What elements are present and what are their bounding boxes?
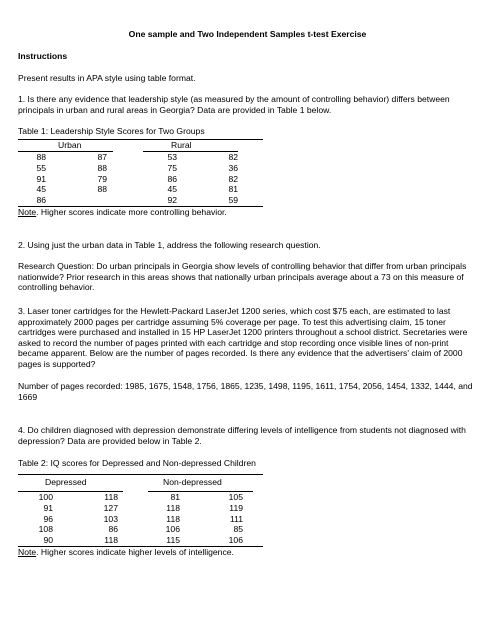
table-cell: 45: [167, 184, 177, 195]
table-cell: 118: [104, 492, 118, 502]
table-cell: 88: [36, 152, 46, 162]
table-cell: 119: [229, 502, 243, 513]
table-cell: 88: [97, 162, 107, 173]
table2-caption: Table 2: IQ scores for Depressed and Non-depressed Children: [18, 458, 256, 468]
table-cell: 127: [103, 502, 118, 513]
table-cell: 118: [166, 513, 180, 524]
table-cell: 59: [228, 195, 238, 206]
question-2-research-question: Research Question: Do urban principals in Georgia show levels of controlling behavior that differ from urban principals nationwide? Prior research in this areas shows that nationally urban principals average about a 73 on this measure of controlling behavior.: [18, 261, 467, 293]
table2-group1-header: Depressed: [45, 477, 87, 487]
table-cell: 45: [36, 184, 46, 195]
table1-note-label: Note: [18, 207, 37, 217]
table-cell: 92: [167, 195, 177, 206]
table2-note: [18, 547, 480, 558]
instructions-heading: Instructions: [18, 51, 68, 61]
table-cell: 91: [36, 173, 46, 184]
table-cell: 86: [36, 195, 46, 206]
table-cell: 88: [97, 184, 107, 195]
table-cell: 79: [97, 173, 107, 184]
table-cell: 82: [228, 152, 238, 162]
table2-group2-header: Non-depressed: [163, 477, 222, 487]
table-cell: 106: [228, 535, 243, 546]
table-cell: 36: [228, 162, 238, 173]
table-cell: 118: [104, 535, 118, 546]
table2-note-text: . Higher scores indicate higher levels of intelligence.: [36, 547, 234, 557]
table-cell: 86: [167, 173, 177, 184]
table-cell: 85: [233, 524, 243, 535]
table2-top-rule: [18, 474, 263, 475]
table-cell: 75: [167, 162, 177, 173]
table1-group2-header: Rural: [171, 140, 192, 150]
table-cell: 111: [229, 513, 243, 524]
table-cell: 82: [228, 173, 238, 184]
question-2: 2. Using just the urban data in Table 1, address the following research question.: [18, 240, 321, 250]
table1-note: [18, 207, 480, 218]
document-title: One sample and Two Independent Samples t-test Exercise: [128, 29, 367, 39]
table1-note-text: . Higher scores indicate more controlling behavior.: [36, 207, 227, 217]
table-cell: 118: [166, 502, 180, 513]
question-3-data: Number of pages recorded: 1985, 1675, 1548, 1756, 1865, 1235, 1498, 1195, 1611, 1754, 2056, 1454, 1332, 1444, and 1669: [18, 381, 473, 402]
table-cell: 90: [43, 535, 53, 546]
table-cell: 106: [165, 524, 180, 535]
table-cell: 108: [38, 524, 53, 535]
question-4: 4. Do children diagnosed with depression demonstrate differing levels of intelligence from students not diagnosed with depression? Data are provided below in Table 2.: [18, 425, 466, 446]
question-1: 1. Is there any evidence that leadership style (as measured by the amount of controlling behavior) differs between principals in urban and rural areas in Georgia? Data are provided in Table 1 below.: [18, 94, 450, 115]
table-cell: 86: [108, 524, 118, 535]
table1-caption: Table 1: Leadership Style Scores for Two Groups: [18, 126, 205, 136]
table-cell: 115: [166, 535, 180, 546]
table-cell: 103: [103, 513, 118, 524]
table-cell: 81: [170, 492, 180, 502]
table-cell: 81: [228, 184, 238, 195]
table-cell: 55: [36, 162, 46, 173]
table-cell: 105: [228, 492, 243, 502]
table1-top-rule: [18, 139, 263, 140]
table2-note-label: Note: [18, 547, 37, 557]
question-3: 3. Laser toner cartridges for the Hewlett-Packard LaserJet 1200 series, which cost $75 each, are estimated to last approximately 2000 pages per cartridge assuming 5% coverage per page. To test this advertising claim, 15 toner cartridges were purchased and installed in 15 HP LaserJet 1200 printers throughout a school district. Secretaries were asked to record the number of pages printed with each cartridge and stop recording once visible lines of non-print became apparent. Below are the number of pages recorded. Is there any evidence that the advertisers' claim of 2000 pages is supported?: [18, 306, 468, 369]
table-cell: 91: [43, 502, 53, 513]
table-cell: 96: [43, 513, 53, 524]
table-cell: 87: [97, 152, 107, 162]
table-cell: 100: [38, 492, 53, 502]
table-cell: 53: [167, 152, 177, 162]
intro-paragraph: Present results in APA style using table format.: [18, 73, 196, 83]
table1-group1-header: Urban: [58, 140, 82, 150]
